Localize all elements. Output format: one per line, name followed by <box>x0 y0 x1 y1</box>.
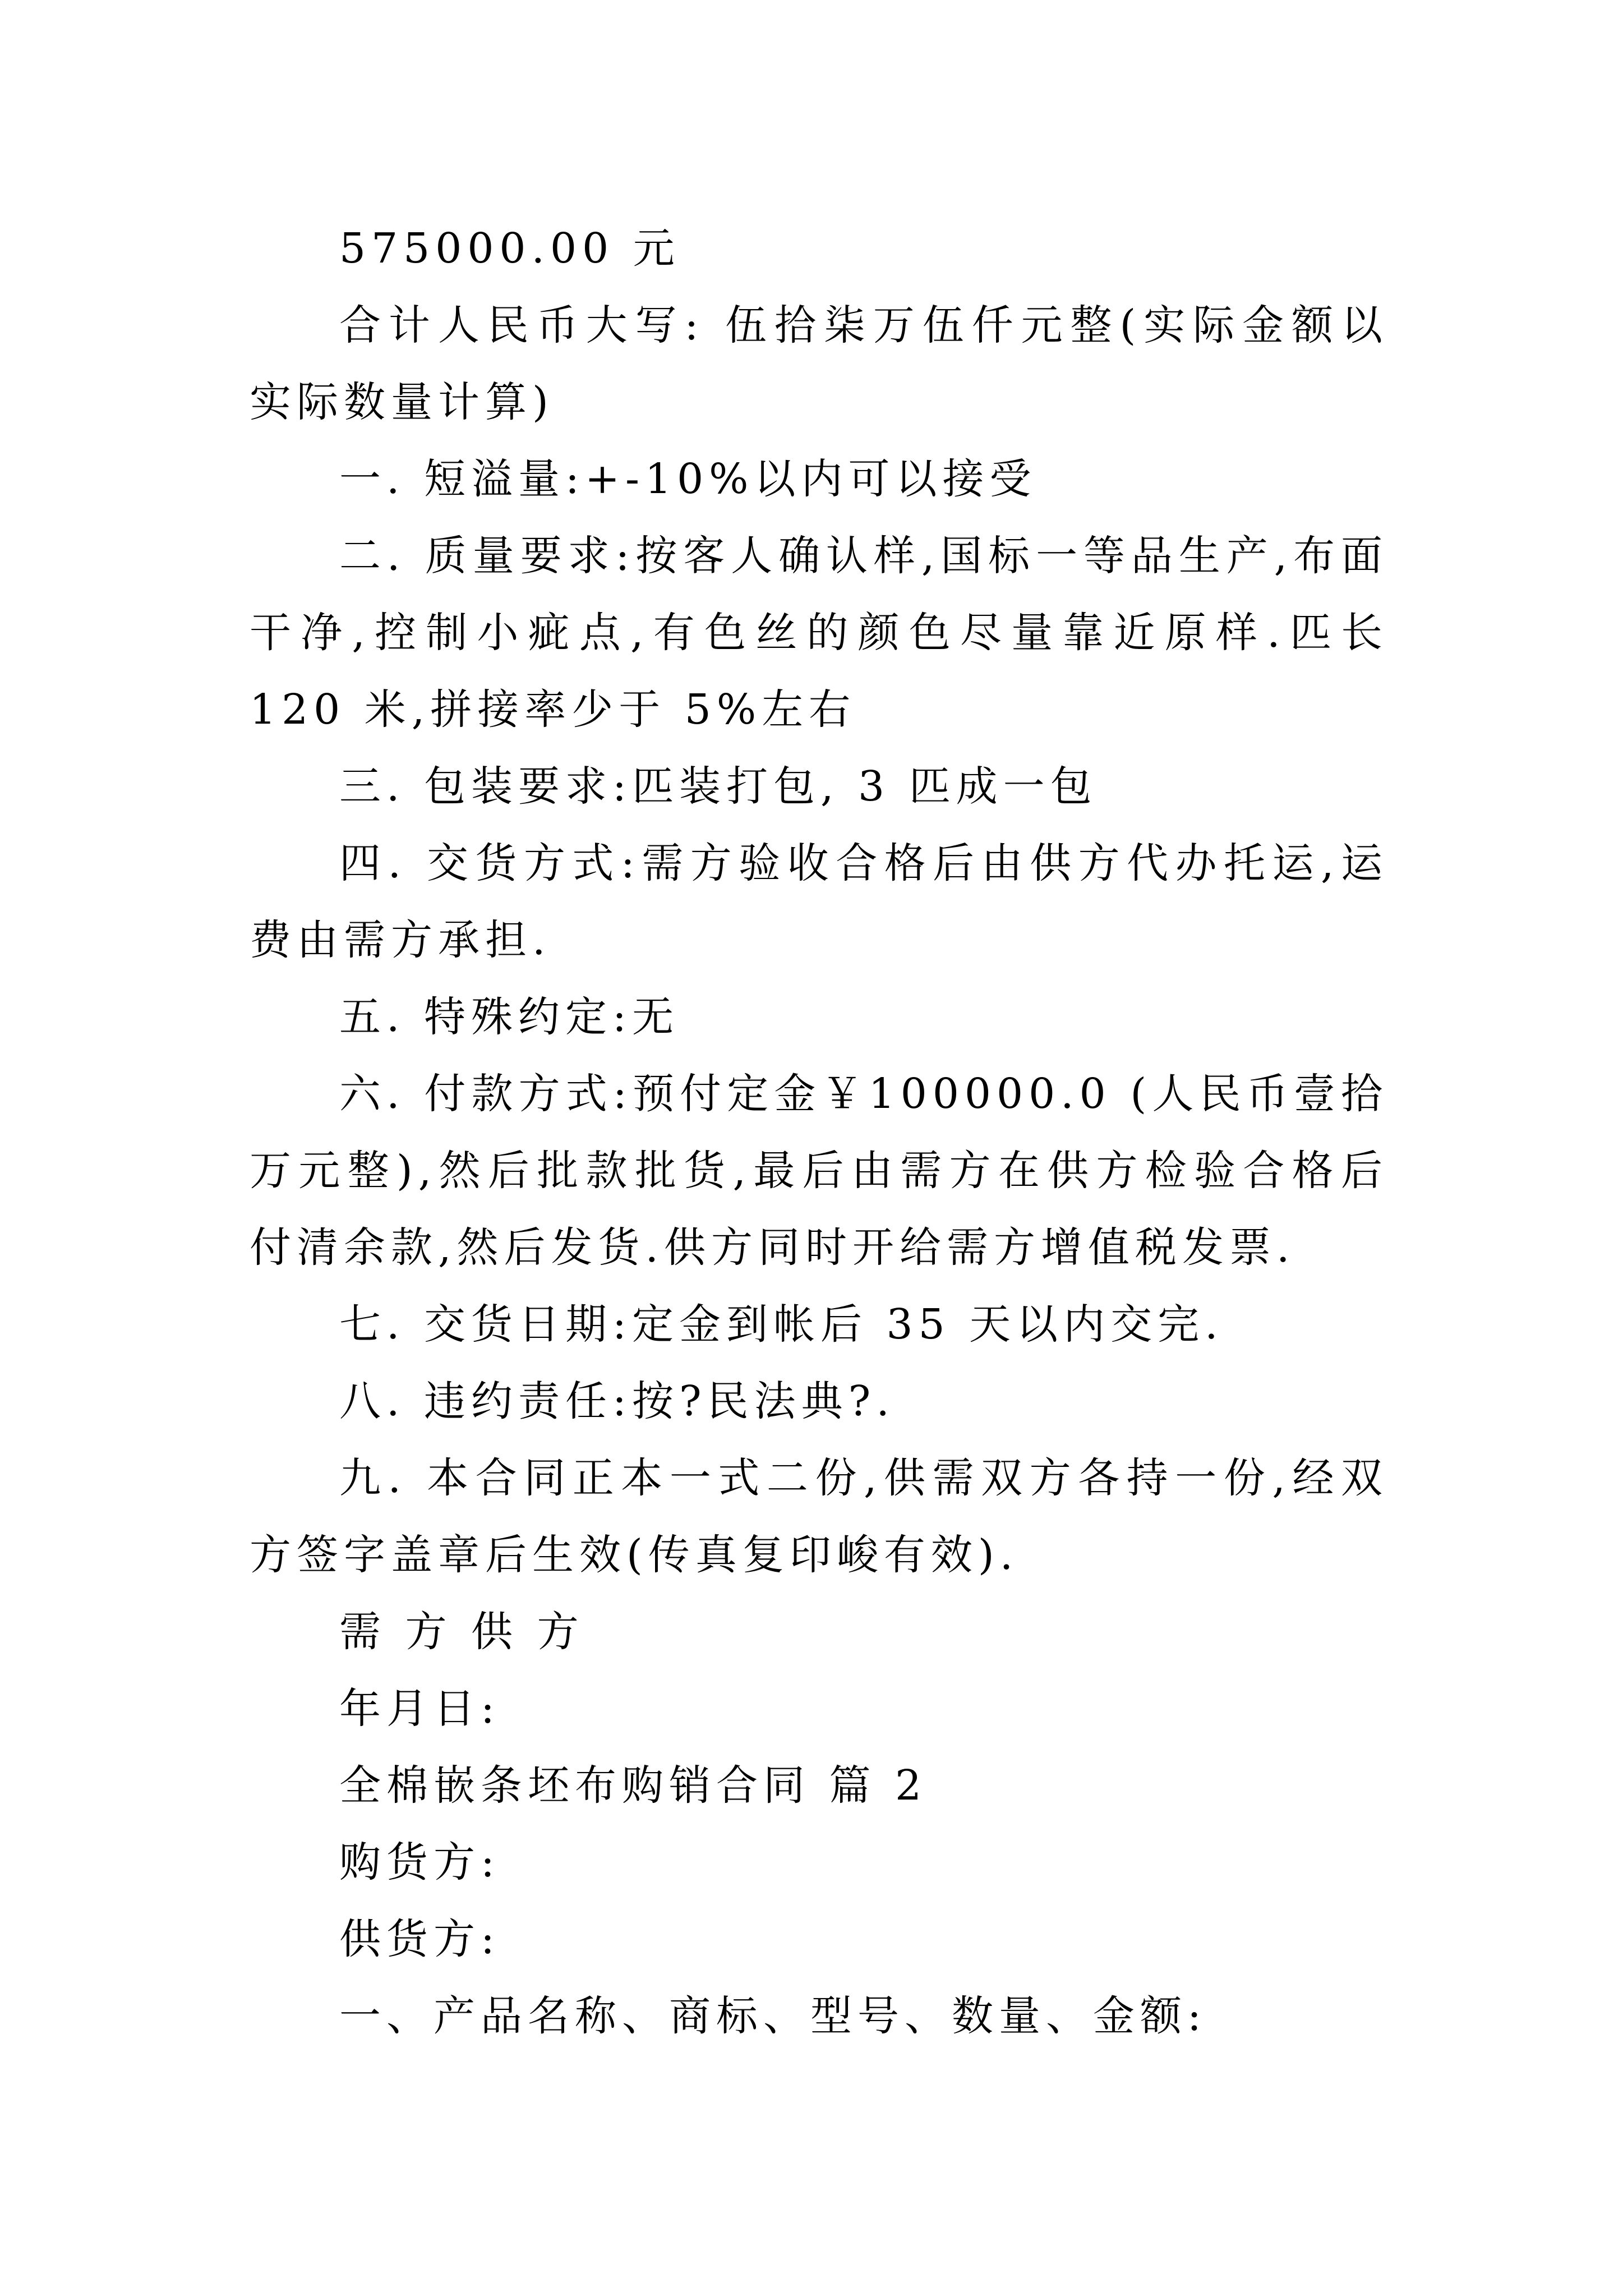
signature-parties: 需 方 供 方 <box>339 1608 584 1656</box>
total-amount-in-words: 合计人民币大写: 伍拾柒万伍仟元整(实际金额以实际数量计算) <box>250 301 1388 426</box>
signature-date: 年月日: <box>339 1685 500 1733</box>
total-amount-line: 575000.00 元 <box>339 224 680 273</box>
section-title-contract-2: 全棉嵌条坯布购销合同 篇 2 <box>339 1761 928 1810</box>
clause-2-quality: 二. 质量要求:按客人确认样,国标一等品生产,布面干净,控制小疵点,有色丝的颜色尽量靠近原样.匹长 120 米,拼接率少于 5%左右 <box>250 532 1388 734</box>
clause-3-packaging: 三. 包装要求:匹装打包, 3 匹成一包 <box>339 762 1098 811</box>
clause-5-special-terms: 五. 特殊约定:无 <box>339 993 679 1041</box>
clause-9-copies: 九. 本合同正本一式二份,供需双方各持一份,经双方签字盖章后生效(传真复印峻有效). <box>250 1454 1388 1579</box>
clause-4-delivery-method: 四. 交货方式:需方验收合格后由供方代办托运,运费由需方承担. <box>250 839 1388 964</box>
article-1-heading: 一、产品名称、商标、型号、数量、金额: <box>339 1992 1207 2040</box>
clause-7-delivery-date: 七. 交货日期:定金到帐后 35 天以内交完. <box>339 1300 1224 1349</box>
contract-body <box>250 210 1388 2055</box>
clause-6-payment: 六. 付款方式:预付定金￥100000.0 (人民币壹拾万元整),然后批款批货,最后由需方在供方检验合格后付清余款,然后发货.供方同时开给需方增值税发票. <box>250 1070 1388 1272</box>
supplier-line: 供货方: <box>339 1915 500 1963</box>
clause-1-overage: 一. 短溢量:+-10%以内可以接受 <box>339 455 1037 503</box>
clause-8-liability: 八. 违约责任:按?民法典?. <box>339 1377 895 1425</box>
buyer-line: 购货方: <box>339 1838 500 1887</box>
